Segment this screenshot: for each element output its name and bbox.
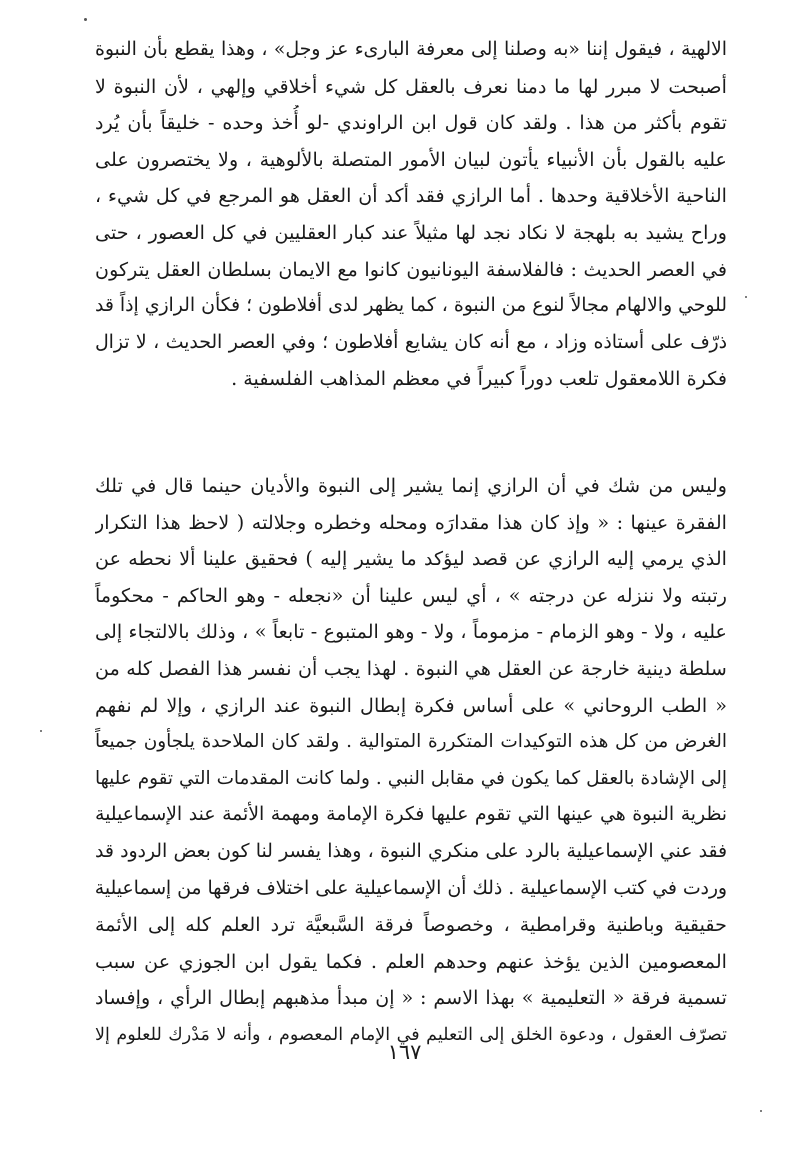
text-line: سلطة دينية خارجة عن العقل هي النبوة . لهذا يجب أن نفسر هذا الفصل كله من bbox=[95, 656, 727, 680]
text-line: المعصومين الذين يؤخذ عنهم وحدهم العلم . فكما يقول ابن الجوزي عن سبب bbox=[95, 949, 727, 973]
text-line: ذرّف على أستاذه وزاد ، مع أنه كان يشايع أفلاطون ؛ وفي العصر الحديث ، لا تزال bbox=[95, 331, 727, 353]
scan-speck bbox=[745, 296, 747, 298]
text-line: في العصر الحديث : فالفلاسفة اليونانيون كانوا مع الايمان بسلطان العقل يتركون bbox=[95, 257, 727, 281]
text-line: أصبحت لا مبرر لها ما دمنا نعرف بالعقل كل شيء أخلاقي وإلهي ، لأن النبوة لا bbox=[95, 74, 727, 98]
text-line: وليس من شك في أن الرازي إنما يشير إلى النبوة والأديان حينما قال في تلك bbox=[95, 474, 727, 497]
text-line: فقد عني الإسماعيلية بالرد على منكري النبوة ، وهذا يفسر لنا كون بعض الردود قد bbox=[95, 840, 727, 862]
text-line: تصرّف العقول ، ودعوة الخلق إلى التعليم في الإمام المعصوم ، وأنه لا مَدْرك للعلوم إلا bbox=[95, 1024, 727, 1045]
text-line: تقوم بأكثر من هذا . ولقد كان قول ابن الراوندي -لو أُخذ وحده - خليقاً بأن يُرد bbox=[95, 111, 727, 135]
scan-speck bbox=[84, 18, 87, 21]
text-line: رتبته ولا ننزله عن درجته » ، أي ليس علينا أن «نجعله - وهو الحاكم - محكوماً bbox=[95, 583, 727, 607]
page-number: ١٦٧ bbox=[387, 1040, 422, 1064]
text-line: الناحية الأخلاقية وحدها . أما الرازي فقد أكد أن العقل هو المرجع في كل شيء ، bbox=[95, 184, 727, 208]
paragraph-1 bbox=[95, 32, 727, 398]
text-line: حقيقية وباطنية وقرامطية ، وخصوصاً فرقة السَّبعيَّة ترد العلم كله إلى الأئمة bbox=[95, 913, 727, 937]
text-line: إلى الإشادة بالعقل كما يكون في مقابل النبي . ولما كانت المقدمات التي تقوم عليها bbox=[95, 767, 727, 789]
text-line: الغرض من كل هذه التوكيدات المتكررة المتوالية . ولقد كان الملاحدة يلجأون جميعاً bbox=[95, 731, 727, 753]
text-line: الالهية ، فيقول إننا «به وصلنا إلى معرفة البارىء عز وجل» ، وهذا يقطع بأن النبوة bbox=[95, 39, 727, 60]
paragraph-2 bbox=[95, 468, 727, 1054]
scan-speck bbox=[760, 1110, 762, 1112]
text-line: « الطب الروحاني » على أساس فكرة إبطال النبوة عند الرازي ، وإلا لم نفهم bbox=[95, 693, 727, 717]
text-line: وردت في كتب الإسماعيلية . ذلك أن الإسماعيلية على اختلاف فرقها من إسماعيلية bbox=[95, 877, 727, 899]
text-line: نظرية النبوة هي عينها التي تقوم عليها فكرة الإمامة ومهمة الأئمة عند الإسماعيلية bbox=[95, 804, 727, 826]
text-line: الفقرة عينها : « وإذ كان هذا مقدارَه ومحله وخطره وجلالته ( لاحظ هذا التكرار bbox=[95, 510, 727, 534]
text-line: فكرة اللامعقول تلعب دوراً كبيراً في معظم المذاهب الفلسفية . bbox=[231, 367, 727, 391]
text-line: وراح يشيد به بلهجة لا نكاد نجد لها مثيلاً عند كبار العقليين في كل العصور ، حتى bbox=[95, 220, 727, 244]
text-line: تسمية فرقة « التعليمية » بهذا الاسم : « إن مبدأ مذهبهم إبطال الرأي ، وإفساد bbox=[95, 986, 727, 1010]
text-line: الذي يرمي إليه الرازي عن قصد ليؤكد ما يشير إليه ) فحقيق علينا ألا نحطه عن bbox=[95, 547, 727, 571]
text-line: عليه ، ولا - وهو الزمام - مزموماً ، ولا - وهو المتبوع - تابعاً » ، وذلك بالالتجاء إلى bbox=[95, 620, 727, 644]
text-line: للوحي والالهام مجالاً لنوع من النبوة ، كما يظهر لدى أفلاطون ؛ فكأن الرازي إذاً قد bbox=[95, 295, 727, 317]
scan-speck bbox=[40, 730, 42, 732]
text-line: عليه بالقول بأن الأنبياء يأتون لبيان الأمور المتصلة بالألوهية ، ولا يختصرون على bbox=[95, 147, 727, 171]
